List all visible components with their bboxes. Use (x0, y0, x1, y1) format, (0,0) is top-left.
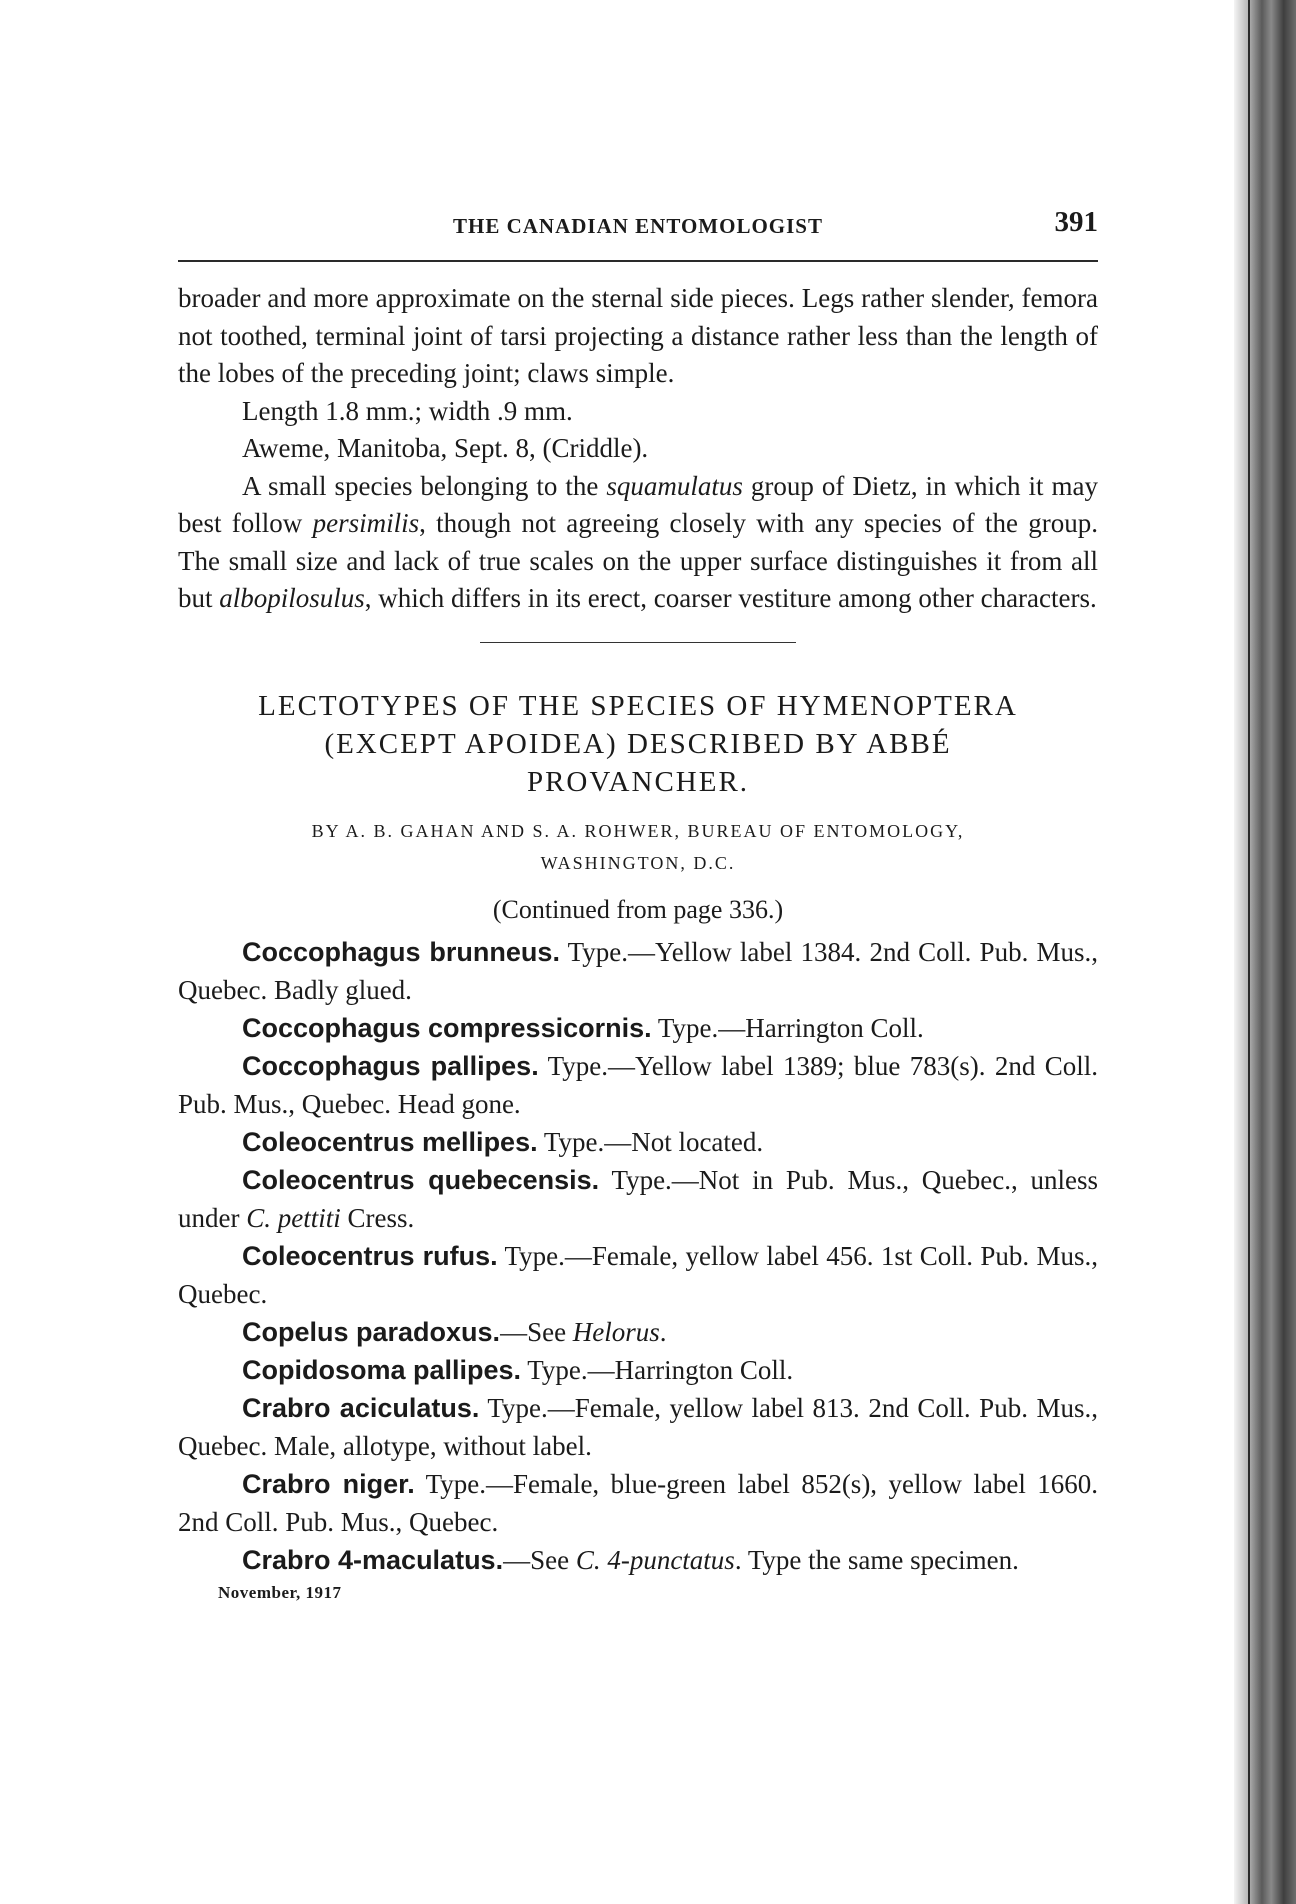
italic-text: albopilosulus (219, 583, 365, 613)
species-entry (178, 1123, 1098, 1161)
page-number: 391 (1054, 206, 1098, 238)
italic-text: C. pettiti (246, 1202, 341, 1233)
byline-line: WASHINGTON, D.C. (540, 852, 736, 873)
text-run: Type.—Not located. (537, 1126, 764, 1157)
running-head (178, 200, 1098, 244)
species-entry (178, 1351, 1098, 1389)
species-name: Coleocentrus quebecensis. (242, 1164, 600, 1195)
species-name: Crabro niger. (242, 1468, 415, 1499)
species-name: Coleocentrus mellipes. (242, 1126, 538, 1157)
article-title-line: LECTOTYPES OF THE SPECIES OF HYMENOPTERA (258, 689, 1018, 722)
species-name: Crabro 4-maculatus. (242, 1544, 504, 1575)
species-entry (178, 1161, 1098, 1237)
intro-text (178, 280, 1098, 618)
text-run: Cress. (340, 1202, 415, 1233)
italic-text: C. 4-punctatus (575, 1544, 735, 1575)
species-entry (178, 1465, 1098, 1541)
text-run: Type.—Female, blue-green label 852(s), yellow label 1660. 2nd Coll. Pub. Mus., Quebec. (178, 1468, 1098, 1537)
section-separator (480, 642, 796, 643)
journal-title: THE CANADIAN ENTOMOLOGIST (452, 214, 823, 238)
page-edge-line (1248, 0, 1250, 1904)
species-name: Copelus paradoxus. (242, 1316, 501, 1347)
issue-date: November, 1917 (218, 1582, 342, 1602)
paragraph (178, 280, 1098, 393)
text-run: Type.—Yellow label 1389; blue 783(s). 2nd Coll. Pub. Mus., Quebec. Head gone. (178, 1050, 1099, 1119)
byline-line: BY A. B. GAHAN AND S. A. ROHWER, BUREAU OF ENTOMOLOGY, (311, 820, 965, 841)
text-run: —See (500, 1316, 573, 1347)
text-run: Type.—Female, yellow label 813. 2nd Coll. Pub. Mus., Quebec. Male, allotype, without label. (178, 1392, 1099, 1461)
article-title-line: (EXCEPT APOIDEA) DESCRIBED BY ABBÉ (324, 727, 952, 760)
species-entry (178, 1389, 1098, 1465)
species-name: Coccophagus brunneus. (242, 936, 560, 967)
continued-note: (Continued from page 336.) (492, 894, 784, 924)
paragraph (178, 468, 1098, 618)
paragraph (178, 393, 1098, 431)
text-run: Type.—Not in Pub. Mus., Quebec., unless under (178, 1164, 1098, 1233)
text-run: Type.—Female, yellow label 456. 1st Coll. Pub. Mus., Quebec. (178, 1240, 1098, 1309)
text-run: —See (503, 1544, 576, 1575)
species-entry (178, 1009, 1098, 1047)
text-run: A small species belonging to the (242, 470, 607, 501)
text-run: , which differs in its erect, coarser vestiture among other characters. (364, 583, 1097, 613)
page-edge-shadow (1234, 0, 1296, 1904)
species-entry (178, 1541, 1098, 1579)
page-content (178, 200, 1098, 1603)
text-run: Type.—Harrington Coll. (521, 1354, 794, 1385)
species-entry (178, 1237, 1098, 1313)
species-name: Coleocentrus rufus. (242, 1240, 498, 1271)
species-entry (178, 933, 1098, 1009)
species-entry (178, 1047, 1098, 1123)
species-name: Crabro aciculatus. (242, 1392, 480, 1423)
text-run: broader and more approximate on the sternal side pieces. Legs rather slender, femora not toothed, terminal joint of tarsi projecting a distance rather less than the length of the lobes of the preceding joint; claws simple. (178, 283, 1098, 388)
text-run: . (659, 1316, 667, 1347)
header-rule (178, 260, 1098, 262)
article-title-line: PROVANCHER. (526, 765, 750, 798)
text-run: Type.—Yellow label 1384. 2nd Coll. Pub. Mus., Quebec. Badly glued. (178, 936, 1098, 1005)
text-run: , though not agreeing closely with any species of the group. The small size and lack of true scales on the upper surface distinguishes it from all but (178, 508, 1098, 613)
species-name: Coccophagus compressicornis. (242, 1012, 652, 1043)
byline (178, 815, 1098, 879)
text-run: Aweme, Manitoba, Sept. 8, (Criddle). (242, 433, 649, 463)
species-entries (178, 933, 1098, 1579)
text-run: . Type the same specimen. (734, 1544, 1019, 1575)
text-run: group of Dietz, in which it may best follow (178, 470, 1098, 538)
paragraph (178, 430, 1098, 468)
article-header (178, 687, 1098, 929)
text-run: Type.—Harrington Coll. (651, 1012, 924, 1043)
text-run: Length 1.8 mm.; width .9 mm. (242, 395, 573, 426)
italic-text: squamulatus (606, 470, 743, 501)
species-name: Copidosoma pallipes. (242, 1354, 522, 1385)
species-name: Coccophagus pallipes. (242, 1050, 539, 1081)
italic-text: persimilis (312, 508, 420, 538)
species-entry (178, 1313, 1098, 1351)
italic-text: Helorus (572, 1316, 660, 1347)
